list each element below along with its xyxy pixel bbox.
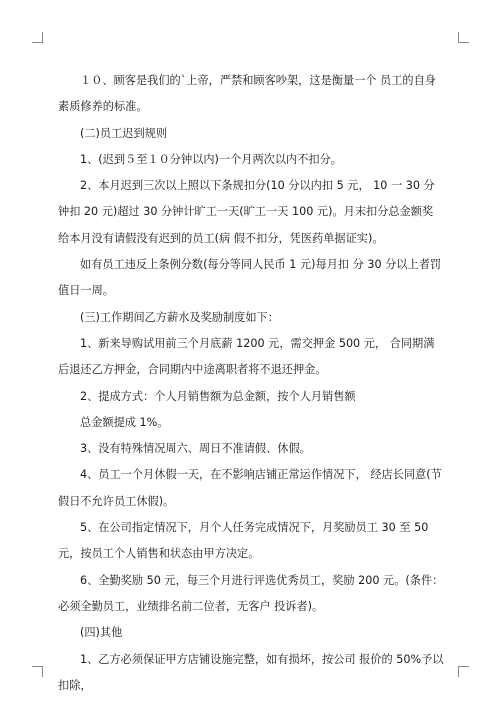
crop-mark-top-right [458, 32, 469, 43]
paragraph: 1、乙方必须保证甲方店铺设施完整，如有损坏，按公司 报价的 50%予以扣除， [58, 652, 444, 692]
paragraph: 2、本月迟到三次以上照以下条规扣分(10 分以内扣 5 元， 10 一 30 分钟扣 20 元)超过 30 分钟计旷工一天(旷工一天 100 元)。月末扣分总金额奖给本月没有请假没有迟到的员工(病 假不扣分，凭医药单据证实)。 [58, 179, 435, 245]
paragraph: 总金额提成 1%。 [80, 415, 169, 429]
paragraph: 4、员工一个月休假一天，在不影响店铺正常运作情况下， 经店长同意(节假日不允许员工休假)。 [58, 468, 442, 508]
paragraph: 5、在公司指定情况下，月个人任务完成情况下，月奖励员工 30 至 50 元，按员工个人销售和状态由甲方决定。 [58, 521, 429, 561]
paragraph: 1、新来导购试用前三个月底薪 1200 元，需交押金 500 元， 合同期满后退还乙方押金，合同期内中途离职者将不退还押金。 [58, 336, 435, 377]
paragraph: 1、(迟到５至１０分钟以内)一个月两次以内不扣分。 [80, 152, 342, 166]
crop-mark-bottom-left [32, 666, 43, 677]
paragraph: １０、顾客是我们的`上帝，严禁和顾客吵架，这是衡量一个 员工的自身素质修养的标准。 [58, 74, 436, 114]
section-heading: (二)员工迟到规则 [80, 126, 168, 140]
section-heading: (三)工作期间乙方薪水及奖励制度如下： [80, 310, 279, 324]
paragraph: 2、提成方式：个人月销售额为总金额，按个人月销售额 [80, 389, 356, 403]
section-heading: (四)其他 [80, 626, 123, 640]
paragraph: 3、没有特殊情况周六、周日不准请假、休假。 [80, 442, 311, 456]
document-body [58, 68, 444, 699]
crop-mark-bottom-right [458, 666, 469, 677]
crop-mark-top-left [32, 32, 43, 43]
paragraph: 如有员工违反上条例分数(每分等同人民币 1 元)每月扣 分 30 分以上者罚值日一周。 [58, 258, 442, 298]
paragraph: 6、全勤奖励 50 元，每三个月进行评选优秀员工，奖励 200 元。(条件：必须全勤员工，业绩排名前二位者，无客户 投诉者)。 [58, 573, 444, 613]
